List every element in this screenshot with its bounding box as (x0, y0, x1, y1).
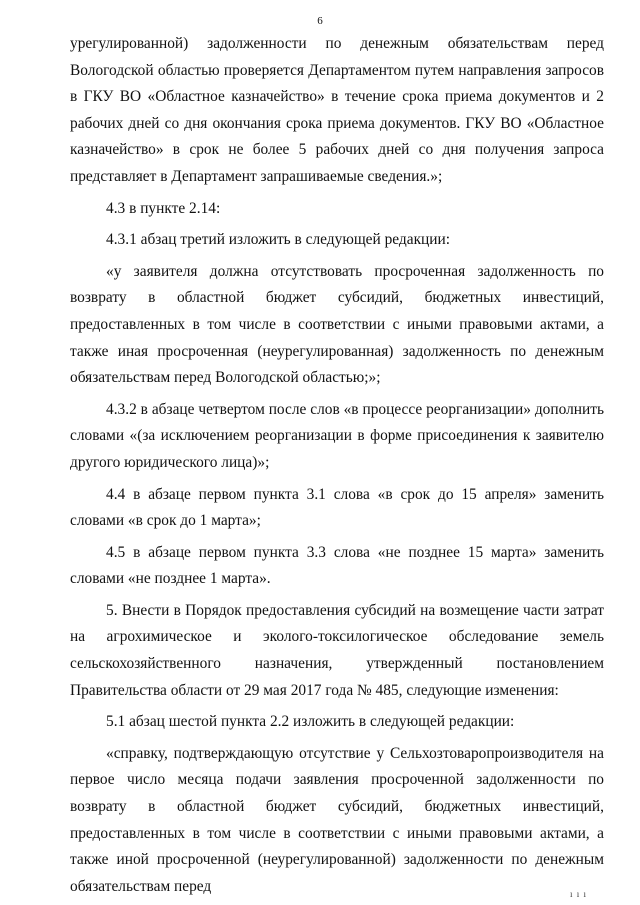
paragraph-quote-spravka: «справку, подтверждающую отсутствие у Сельхозтоваропроизводителя на первое число месяца подачи заявления просроченной задолженности по возврату в областной бюджет субсидий, бюджетных инвестиций, предоставленных в том числе в соответствии с иными правовыми актами, а также иной просроченной (неурегулированной) задолженности по денежным обязательствам перед (70, 744, 604, 895)
page-number: 6 (317, 15, 323, 27)
footer-mark: ı ı ı (570, 889, 588, 899)
paragraph-4-4: 4.4 в абзаце первом пункта 3.1 слова «в срок до 15 апреля» заменить словами «в срок до 1 марта»; (70, 485, 604, 530)
paragraph-4-3-1: 4.3.1 абзац третий изложить в следующей редакции: (106, 231, 451, 249)
paragraph-5-1: 5.1 абзац шестой пункта 2.2 изложить в следующей редакции: (106, 713, 515, 731)
paragraph-continuation: урегулированной) задолженности по денежным обязательствам перед Вологодской областью проверяется Департаментом путем направления запросов в ГКУ ВО «Областное казначейство» в течение срока приема документов и 2 рабочих дней со дня окончания срока приема документов. ГКУ ВО «Областное казначейство» в срок не более 5 рабочих дней со дня получения запроса представляет в Департамент запрашиваемые сведения.»; (70, 35, 604, 185)
paragraph-quote-zayavitel: «у заявителя должна отсутствовать просроченная задолженность по возврату в областной бюджет субсидий, бюджетных инвестиций, предоставленных в том числе в соответствии с иными правовыми актами, а также иная просроченная (неурегулированная) задолженность по денежным обязательствам перед Вологодской областью;»; (70, 262, 604, 387)
paragraph-4-3-2: 4.3.2 в абзаце четвертом после слов «в процессе реорганизации» дополнить словами «(за исключением реорганизации в форме присоединения к заявителю другого юридического лица)»; (70, 400, 604, 471)
paragraph-4-3: 4.3 в пункте 2.14: (106, 199, 221, 217)
paragraph-5: 5. Внести в Порядок предоставления субсидий на возмещение части затрат на агрохимическое и эколого-токсилогическое обследование земель сельскохозяйственного назначения, утвержденный постановлением Правительства области от 29 мая 2017 года № 485, следующие изменения: (70, 601, 604, 699)
paragraph-4-5: 4.5 в абзаце первом пункта 3.3 слова «не позднее 15 марта» заменить словами «не позднее 1 марта». (70, 543, 604, 588)
document-body (70, 31, 604, 900)
